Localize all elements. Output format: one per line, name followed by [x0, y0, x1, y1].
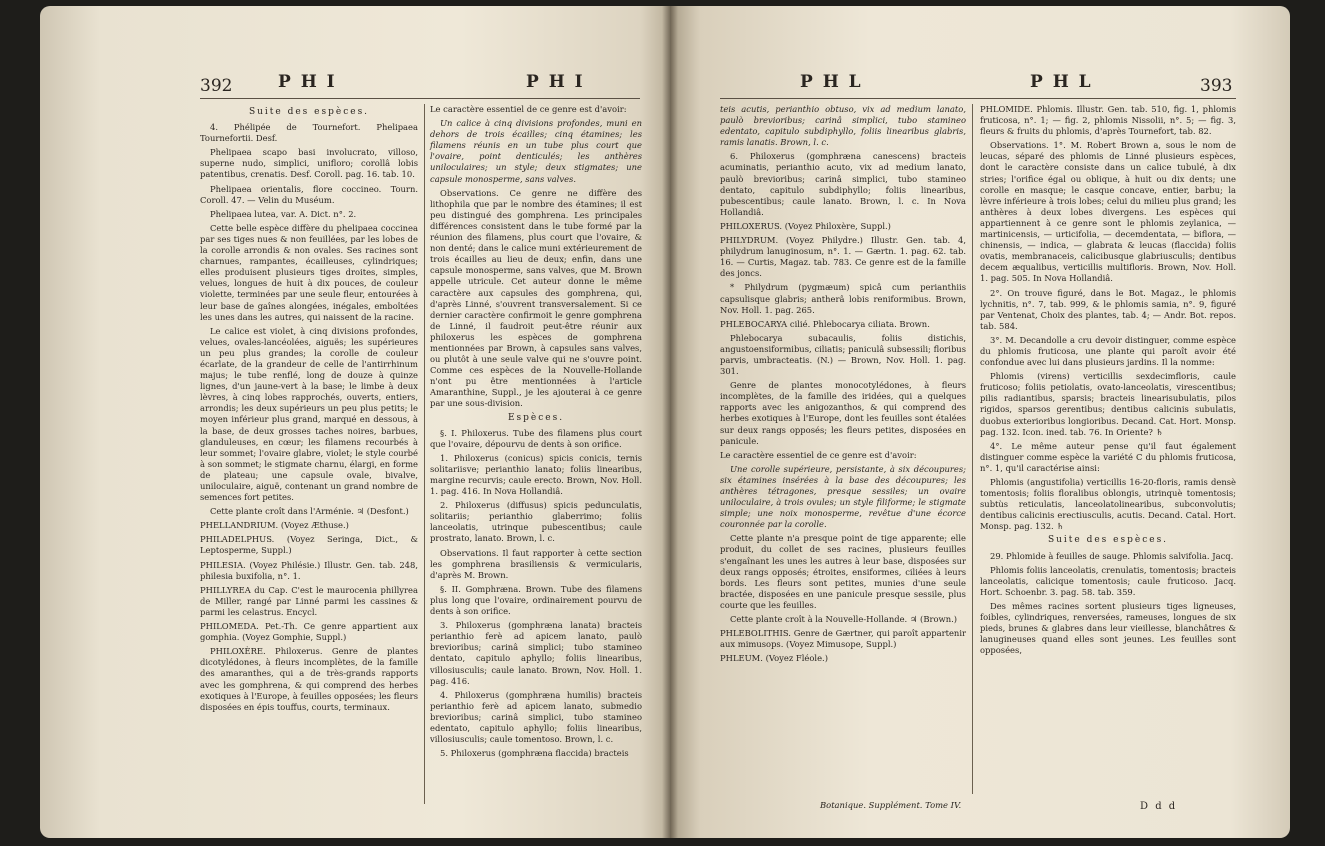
- paragraph: 29. Phlomide à feuilles de sauge. Phlomis salvifolia. Jacq.: [990, 550, 1234, 561]
- left-column-1: [200, 104, 418, 716]
- paragraph: PHLEBOLITHIS. Genre de Gærtner, qui paroît appartenir aux mimusops. (Voyez Mimusope, Suppl.): [720, 628, 966, 650]
- paragraph: PHILESIA. (Voyez Philésie.) Illustr. Gen. tab. 248, philesia buxifolia, n°. 1.: [200, 559, 418, 581]
- paragraph: Phelipaea scapo basi involucrato, villoso, superne nudo, simplici, unifloro; corollâ lobis patentibus, crenatis. Desf. Coroll. pag. 16. tab. 10.: [200, 147, 418, 180]
- section-heading: Suite des espèces.: [1047, 535, 1169, 546]
- paragraph: Cette plante n'a presque point de tige apparente; elle produit, du collet de ses racines, plusieurs feuilles s'engaînant les unes les autres à leur base, disposées sur deux rangs opposés; étroites, ensiformes, ciliées à leurs bords. Les fleurs sont petites, munies d'une seule bractée, disposées en une panicule presque sessile, plus courte que les feuilles.: [720, 533, 966, 610]
- paragraph: Cette plante croît dans l'Arménie. ♃ (Desfont.): [210, 506, 409, 517]
- paragraph: 5. Philoxerus (gomphræna flaccida) bracteis: [440, 748, 629, 759]
- left-page: [40, 6, 670, 838]
- paragraph: Genre de plantes monocotylédones, à fleurs incomplètes, de la famille des iridées, qui a quelques rapports avec les anigozanthos, & qui comprend des herbes exotiques à l'Europe, dont les feuilles sont étalées sur deux rangs opposés; les fleurs petites, disposées en panicule.: [720, 380, 966, 446]
- paragraph: PHLOMIDE. Phlomis. Illustr. Gen. tab. 510, fig. 1, phlomis fruticosa, n°. 1; — fig. 2, phlomis Nissolii, n°. 5; — fig. 3, fleurs & fruits du phlomis, d'après Tournefort, tab. 82.: [980, 104, 1236, 137]
- left-column-2: [430, 104, 642, 762]
- paragraph: Des mêmes racines sortent plusieurs tiges ligneuses, foibles, cylindriques, renversées, rameuses, longues de six pieds, brunes & glabres dans leur vieillesse, blanchâtres & lanugineuses quand elles sont jeunes. Les feuilles sont opposées,: [980, 600, 1236, 656]
- paragraph: 6. Philoxerus (gomphræna canescens) bracteis acuminatis, perianthio acuto, vix ad medium lanato, paulò brevioribus; carinâ simplici, tubo stamineo dentato, capitulo subdiphyllo; foliis linearibus, pubescentibus; caule lanato. Brown, l. c. In Nova Hollandiâ.: [720, 151, 966, 217]
- paragraph: 4. Phélipée de Tournefort. Phelipaea Tournefortii. Desf.: [200, 122, 418, 144]
- footer-volume: Botanique. Supplément. Tome IV.: [820, 800, 962, 810]
- paragraph: 1. Philoxerus (conicus) spicis conicis, ternis solitariisve; perianthio lanato; foliis linearibus, margine recurvis; caule erecto. Brown, Nov. Holl. 1. pag. 416. In Nova Hollandiâ.: [430, 452, 642, 497]
- paragraph: PHILOXÈRE. Philoxerus. Genre de plantes dicotylédones, à fleurs incomplètes, de la famille des amaranthes, qui a de très-grands rapports avec les gomphrena, & qui comprend des herbes exotiques à l'Europe, à feuilles opposées; les fleurs disposées en épis touffus, courts, terminaux.: [200, 646, 418, 712]
- paragraph: Cette belle espèce diffère du phelipaea coccinea par ses tiges nues & non feuillées, par les lobes de la corolle arrondis & non ovales. Ses racines sont charnues, rampantes, écailleuses, cylindriques; elles produisent plusieurs tiges droites, simples, velues, longues de huit à dix pouces, de couleur violette, terminées par une seule fleur, entourées à leur base de gaînes alongées, inégales, emboîtées les unes dans les autres, qui naissent de la racine.: [200, 222, 418, 322]
- column-divider-right: [972, 104, 973, 794]
- paragraph: Observations. Ce genre ne diffère des lithophila que par le nombre des étamines; il est peu distingué des gomphrena. Les principales différences consistent dans le tube formé par la réunion des filamens, plus court que l'ovaire, & non denté; dans le calice muni extérieurement de trois écailles au lieu de deux; enfin, dans une capsule monosperme, sans valves, que M. Brown appelle utricule. Cet auteur donne le même caractère aux capsules des gomphrena, qui, d'après Linné, s'ouvrent transversalement. Si ce dernier caractère confirmoit le genre gomphrena de Linné, il faudroit peut-être réunir aux philoxerus les espèces de gomphrena mentionnées par Brown, à capsules sans valves, ou plutôt à une seule valve qui ne s'ouvre point. Comme ces espèces de la Nouvelle-Hollande n'ont pu être mentionnées à l'article Amaranthine, Suppl., je les ajouterai à ce genre par une sous-division.: [430, 187, 642, 409]
- right-column-1: [720, 104, 966, 667]
- paragraph: Cette plante croît à la Nouvelle-Hollande. ♃ (Brown.): [730, 614, 958, 625]
- signature-mark: D d d: [1140, 801, 1178, 812]
- section-heading: Espèces.: [507, 412, 565, 423]
- paragraph: PHILLYREA du Cap. C'est le maurocenia phillyrea de Miller, rangé par Linné parmi les cassines & parmi les celastrus. Encycl.: [200, 584, 418, 617]
- running-head-left-center: P H I: [526, 72, 585, 92]
- paragraph: 2. Philoxerus (diffusus) spicis pedunculatis, solitariis; perianthio glaberrimo; foliis lanceolatis, utrinque pubescentibus; caule prostrato, lanato. Brown, l. c.: [430, 500, 642, 544]
- paragraph: PHILYDRUM. (Voyez Philydre.) Illustr. Gen. tab. 4, philydrum lanuginosum, n°. 1. — Gærtn. 1. pag. 62. tab. 16. — Curtis, Magaz. tab. 783. Ce genre est de la famille des joncs.: [720, 235, 966, 279]
- paragraph: Phlebocarya subacaulis, foliis distichis, angustoensiformibus, ciliatis; paniculâ subsessili; floribus parvis, umbracteatis. (N.) — Brown, Nov. Holl. 1. pag. 301.: [720, 332, 966, 377]
- paragraph: §. II. Gomphræna. Brown. Tube des filamens plus long que l'ovaire, ordinairement pourvu de dents à son orifice.: [430, 583, 642, 617]
- paragraph: Un calice à cinq divisions profondes, muni en dehors de trois écailles; cinq étamines; les filamens réunis en un tube plus court que l'ovaire, point denticulés; les anthères uniloculaires; un style; deux stigmates; une capsule monosperme, sans valves.: [430, 118, 642, 184]
- running-head-left-outer: P H I: [278, 72, 337, 92]
- paragraph: §. I. Philoxerus. Tube des filamens plus court que l'ovaire, dépourvu de dents à son orifice.: [430, 427, 642, 449]
- paragraph: teis acutis, perianthio obtuso, vix ad medium lanato, paulò brevioribus; carinâ simplici, tubo stamineo edentato, capitulo subdiphyllo, foliis linearibus glabris, ramis lanatis. Brown, l. c.: [720, 104, 966, 148]
- running-head-right-outer: P H L: [800, 72, 863, 92]
- paragraph: 3. Philoxerus (gomphræna lanata) bracteis perianthio ferè ad apicem lanato, paulò brevioribus; carinâ simplici; tubo stamineo dentato, capitulo aphyllo; foliis linearibus, villosiusculis; caule lanato. Brown, Nov. Holl. 1. pag. 416.: [430, 620, 642, 686]
- header-rule-right: [720, 98, 1236, 99]
- paragraph: Observations. Il faut rapporter à cette section les gomphrena brasiliensis & vermicularis, d'après M. Brown.: [430, 547, 642, 580]
- paragraph: 4°. Le même auteur pense qu'il faut également distinguer comme espèce la variété C du phlomis fruticosa, n°. 1, qu'il caractérise ainsi:: [980, 440, 1236, 473]
- paragraph: 3°. M. Decandolle a cru devoir distinguer, comme espèce du phlomis fruticosa, une plante qui paroît avoir été confondue avec lui dans plusieurs jardins. Il la nomme:: [980, 334, 1236, 368]
- paragraph: PHLEUM. (Voyez Fléole.): [720, 653, 828, 664]
- right-column-2: [980, 104, 1236, 659]
- paragraph: Le caractère essentiel de ce genre est d'avoir:: [430, 104, 627, 114]
- paragraph: Phlomis foliis lanceolatis, crenulatis, tomentosis; bracteis lanceolatis, calicique tomentosis; caule fruticoso. Jacq. Hort. Schoenbr. 3. pag. 58. tab. 359.: [980, 564, 1236, 597]
- paragraph: PHLEBOCARYA cilié. Phlebocarya ciliata. Brown.: [720, 318, 930, 329]
- paragraph: Phelipaea lutea, var. A. Dict. n°. 2.: [210, 208, 357, 219]
- paragraph: PHILOXERUS. (Voyez Philoxère, Suppl.): [720, 220, 891, 231]
- paragraph: * Philydrum (pygmæum) spicâ cum perianthiis capsulisque glabris; antherâ lobis reniformibus. Brown, Nov. Holl. 1. pag. 265.: [720, 282, 966, 315]
- paragraph: Phlomis (angustifolia) verticillis 16-20-floris, ramis densè tomentosis; foliis floralibus oblongis, utrinquè tomentosis; subtùs reticulatis, lanceolatolinearibus, subconvolutis; dentibus calicinis erectiusculis, acutis. Decand. Catal. Hort. Monsp. pag. 132. ♄: [980, 477, 1236, 532]
- paragraph: Phelipaea orientalis, flore coccineo. Tourn. Coroll. 47. — Velin du Muséum.: [200, 183, 418, 205]
- right-page: [670, 6, 1290, 838]
- paragraph: Phlomis (virens) verticillis sexdecimfloris, caule fruticoso; foliis petiolatis, ovato-lanceolatis, virescentibus; pilis radiantibus, sparsis; bracteis linearisubulatis, pilos rigidos, sparsos gerentibus; dentibus calicinis subulatis, duobus exterioribus longioribus. Decand. Cat. Hort. Monsp. pag. 132. Icon. ined. tab. 76. In Oriente? ♄: [980, 371, 1236, 437]
- running-head-right-center: P H L: [1030, 72, 1093, 92]
- page-number-right: 393: [1200, 76, 1233, 96]
- paragraph: PHILOMEDA. Pet.-Th. Ce genre appartient aux gomphia. (Voyez Gomphie, Suppl.): [200, 621, 418, 643]
- paragraph: Observations. 1°. M. Robert Brown a, sous le nom de leucas, séparé des phlomis de Linné plusieurs espèces, dont le caractère consiste dans un calice tubulé, à dix stries; l'orifice égal ou oblique, à huit ou dix dents; une corolle en masque; le casque concave, entier, barbu; la lèvre inférieure à trois lobes; celui du milieu plus grand; les anthères à deux lobes divergens. Les espèces qui appartiennent à ce genre sont le phlomis zeylanica, — martinicensis, — urticifolia, — decemdentata, — biflora, — chinensis, — indica, — glabrata & leucas (flaccida) foliis ovatis, membranaceis, calicibusque glabriusculis; dentibus decem æqualibus, verticillis multifloris. Brown, Nov. Holl. 1. pag. 505. In Nova Hollandiâ.: [980, 140, 1236, 284]
- column-divider-left: [424, 104, 425, 804]
- paragraph: Une corolle supérieure, persistante, à six découpures; six étamines insérées à la base des découpures; les anthères tétragones, presque sessiles; un ovaire uniloculaire, à trois ovules; un style filiforme; le stigmate simple; une noix monosperme, revêtue d'une écorce couronnée par la corolle.: [720, 463, 966, 530]
- paragraph: PHILADELPHUS. (Voyez Seringa, Dict., & Leptosperme, Suppl.): [200, 534, 418, 556]
- paragraph: Le calice est violet, à cinq divisions profondes, velues, ovales-lancéolées, aiguës; les supérieures un peu plus grandes; la corolle de couleur écarlate, de la grandeur de celle de l'antirrhinum majus; le tube renflé, long de douze à quinze lignes, d'un jaune-vert à la base; le limbe à deux lèvres, à cinq lobes rapprochés, ouverts, entiers, arrondis; les deux supérieurs un peu plus petits; le moyen inférieur plus grand, marqué en dessous, à la base, de deux grosses taches noires, barbues, glanduleuses, en cœur; les filamens recourbés à leur sommet; l'ovaire glabre, violet; le style courbé à son sommet; le stigmate charnu, élargi, en forme de plateau; une capsule ovale, bivalve, uniloculaire, aiguë, contenant un grand nombre de semences fort petites.: [200, 325, 418, 503]
- paragraph: 2°. On trouve figuré, dans le Bot. Magaz., le phlomis lychnitis, n°. 7, tab. 999, & le phlomis samia, n°. 9, figuré par Ventenat, Choix des plantes, tab. 4; — Andr. Bot. repos. tab. 584.: [980, 287, 1236, 331]
- paragraph: 4. Philoxerus (gomphræna humilis) bracteis perianthio ferè ad apicem lanato, submedio brevioribus; carinâ simplici, tubo stamineo edentato, capitulo aphyllo; foliis linearibus, villosiusculis; caule tomentoso. Brown, l. c.: [430, 689, 642, 745]
- section-heading: Suite des espèces.: [248, 107, 370, 117]
- paragraph: Le caractère essentiel de ce genre est d'avoir:: [720, 449, 917, 460]
- page-number-left: 392: [200, 76, 233, 96]
- open-book: [40, 6, 1290, 838]
- book-gutter: [662, 6, 678, 838]
- paragraph: PHELLANDRIUM. (Voyez Æthuse.): [200, 520, 349, 531]
- header-rule-left: [200, 98, 640, 99]
